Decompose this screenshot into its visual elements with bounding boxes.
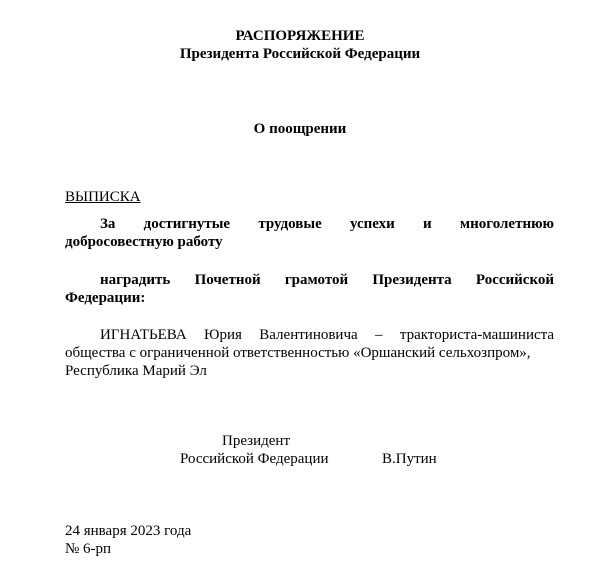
awardee-line-1 [100,326,554,344]
reason-word: многолетнюю [459,216,555,232]
reason-word: и [423,216,432,232]
document-title: РАСПОРЯЖЕНИЕ [235,28,365,44]
document-subject: О поощрении [253,121,347,137]
document-number: № 6-рп [65,541,112,557]
reason-word: За [100,216,116,232]
decision-line-2: Федерации: [65,290,146,306]
reason-line-1 [100,215,554,233]
decision-word: Почетной [194,272,261,288]
reason-word: достигнутые [143,216,231,232]
awardee-line-2: общества с ограниченной ответственностью «Оршанский сельхозпром», [65,345,531,361]
document-date: 24 января 2023 года [65,523,192,539]
signatory-position-line-2: Российской Федерации [180,451,329,467]
signatory-name: В.Путин [382,451,437,467]
awardee-word: Юрия [204,327,242,343]
reason-word: успехи [349,216,395,232]
reason-line-2: добросовестную работу [65,234,223,250]
decision-line-1 [100,271,554,289]
awardee-word: ИГНАТЬЕВА [100,327,187,343]
awardee-word: – [375,327,383,343]
document-subtitle: Президента Российской Федерации [179,46,421,62]
decision-word: Президента [372,272,452,288]
extract-label: ВЫПИСКА [65,189,141,205]
awardee-line-3: Республика Марий Эл [65,363,207,379]
decision-word: грамотой [284,272,349,288]
decision-word: наградить [100,272,171,288]
awardee-word: тракториста-машиниста [399,327,555,343]
awardee-word: Валентиновича [259,327,358,343]
reason-word: трудовые [258,216,322,232]
signatory-position-line-1: Президент [222,433,290,449]
decision-word: Российской [475,272,555,288]
